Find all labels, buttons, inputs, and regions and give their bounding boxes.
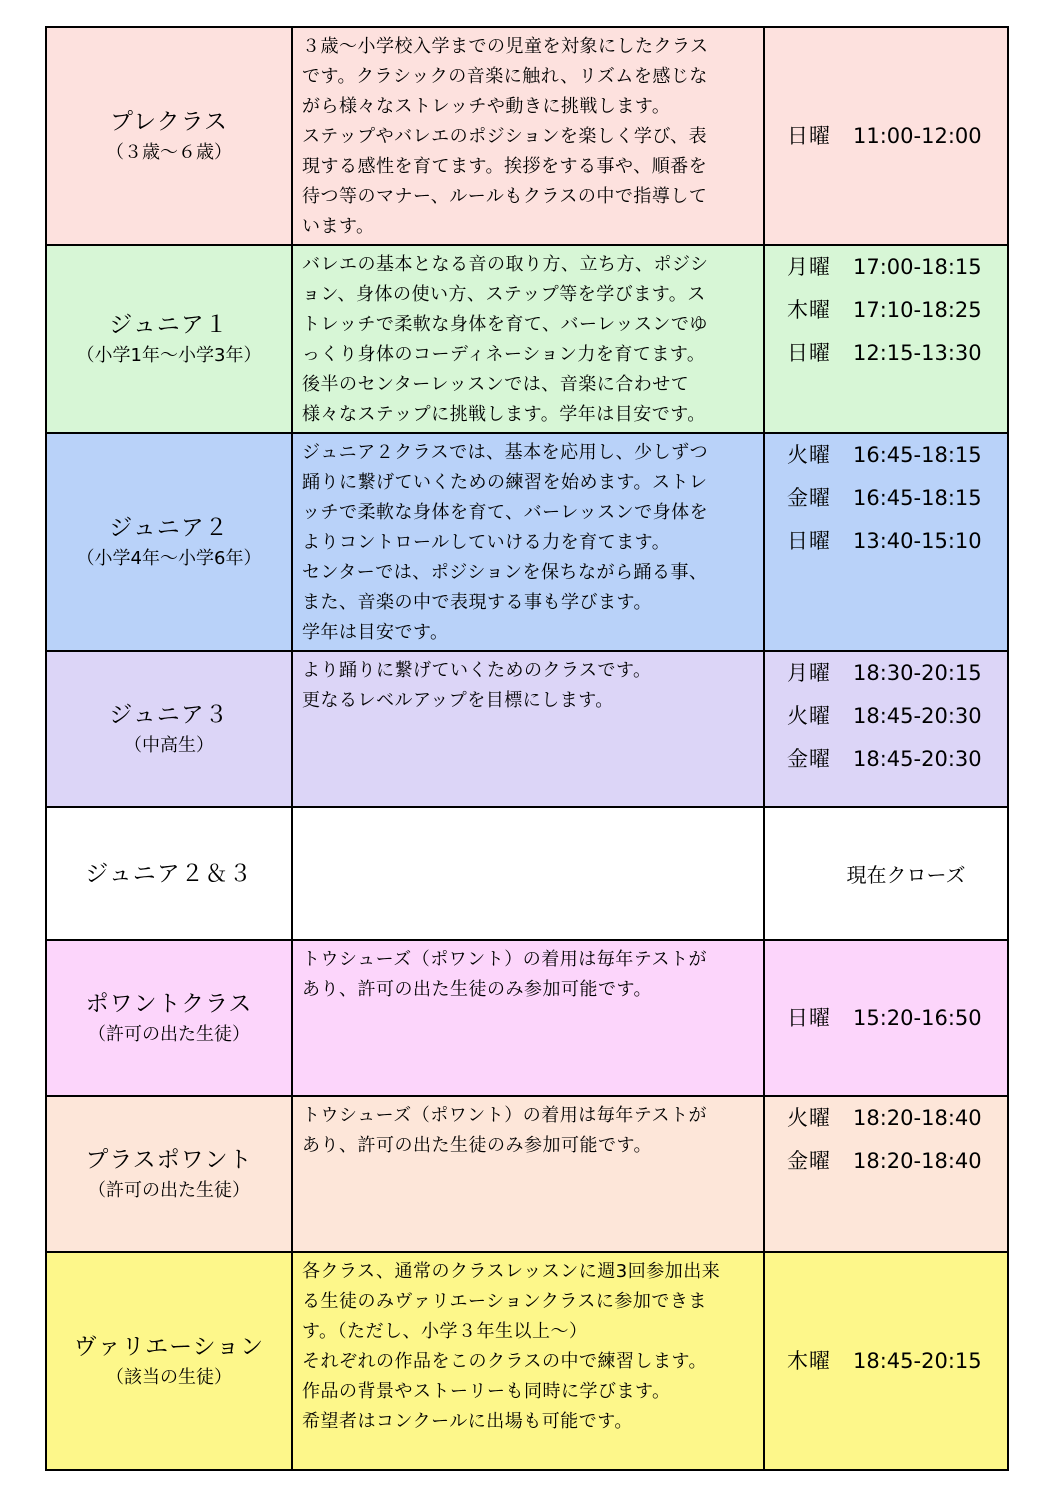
class-schedule-cell (764, 245, 1008, 433)
class-name-cell (46, 245, 292, 433)
schedule-slot (787, 246, 1007, 289)
class-age-range: （小学4年〜小学6年） (76, 548, 262, 569)
schedule-day: 月曜 (787, 255, 831, 279)
schedule-time: 18:45-20:30 (853, 747, 982, 771)
class-description: ３歳〜小学校入学までの児童を対象にしたクラス です。クラシックの音楽に触れ、リズムを感じな がら様々なストレッチや動きに挑戦します。 ステップやバレエのポジションを楽しく学び、表 現する感性を育てます。挨拶をする事や、順番を 待つ等のマナー、ルールもクラスの中で指導して います。 (302, 36, 709, 237)
schedule-day: 月曜 (787, 661, 831, 685)
class-row-pointe (46, 940, 1008, 1096)
schedule-day: 日曜 (787, 341, 831, 365)
schedule-slot (787, 1097, 1007, 1140)
class-description-cell (292, 1096, 764, 1252)
schedule-day: 木曜 (787, 1348, 831, 1373)
class-description-cell (292, 807, 764, 940)
class-name: ポワントクラス (85, 991, 253, 1017)
class-name-cell (46, 940, 292, 1096)
schedule-slot (787, 652, 1007, 695)
schedule-day: 金曜 (787, 747, 831, 771)
class-schedule-cell (764, 940, 1008, 1096)
class-description: トウシューズ（ポワント）の着用は毎年テストが あり、許可の出た生徒のみ参加可能です。 (302, 949, 708, 1000)
class-row-junior23 (46, 807, 1008, 940)
schedule-day: 火曜 (787, 443, 831, 467)
class-status: 現在クローズ (846, 863, 966, 887)
class-row-junior1 (46, 245, 1008, 433)
schedule-slot (787, 289, 1007, 332)
schedule-day: 金曜 (787, 486, 831, 510)
schedule-day: 木曜 (787, 298, 831, 322)
schedule-slot (787, 738, 1007, 781)
schedule-slot (787, 997, 1007, 1040)
schedule-time: 13:40-15:10 (853, 529, 982, 553)
schedule-time: 18:45-20:15 (853, 1348, 982, 1373)
class-name-cell (46, 651, 292, 807)
schedule-day: 火曜 (787, 1106, 831, 1130)
schedule-time: 12:15-13:30 (853, 341, 982, 365)
schedule-time: 18:30-20:15 (853, 661, 982, 685)
class-row-junior3 (46, 651, 1008, 807)
class-description: より踊りに繋げていくためのクラスです。 更なるレベルアップを目標にします。 (302, 660, 652, 711)
class-description-cell (292, 27, 764, 245)
class-description-cell (292, 1252, 764, 1470)
class-name-cell (46, 1096, 292, 1252)
schedule-day: 金曜 (787, 1149, 831, 1173)
schedule-slot (787, 477, 1007, 520)
class-description: トウシューズ（ポワント）の着用は毎年テストが あり、許可の出た生徒のみ参加可能です。 (302, 1105, 708, 1156)
class-name-cell (46, 433, 292, 651)
schedule-time: 16:45-18:15 (853, 443, 982, 467)
schedule-day: 日曜 (787, 529, 831, 553)
class-row-variation (46, 1252, 1008, 1470)
class-description: バレエの基本となる音の取り方、立ち方、ポジシ ョン、身体の使い方、ステップ等を学びます。ス トレッチで柔軟な身体を育て、バーレッスンでゆ っくり身体のコーディネーション力を育てます。 後半のセンターレッスンでは、音楽に合わせて 様々なステップに挑戦します。学年は目安です。 (302, 254, 709, 425)
class-name: ジュニア２ (109, 515, 229, 541)
class-description: ジュニア２クラスでは、基本を応用し、少しずつ 踊りに繋げていくための練習を始めます。ストレ ッチで柔軟な身体を育て、バーレッスンで身体を よりコントロールしていける力を育てます。 センターでは、ポジションを保ちながら踊る事、 また、音楽の中で表現する事も学びます。 学年は目安です。 (302, 442, 709, 643)
class-description: 各クラス、通常のクラスレッスンに週3回参加出来 る生徒のみヴァリエーションクラスに参加できま す。（ただし、小学３年生以上〜） それぞれの作品をこのクラスの中で練習します。 作品の背景やストーリーも同時に学びます。 希望者はコンクールに出場も可能です。 (302, 1261, 721, 1432)
class-description-cell (292, 433, 764, 651)
schedule-time: 18:20-18:40 (853, 1149, 982, 1173)
schedule-day: 日曜 (787, 123, 831, 148)
class-name: ヴァリエーション (73, 1334, 265, 1360)
class-age-range: （中高生） (124, 735, 214, 756)
schedule-slot (787, 434, 1007, 477)
class-name: ジュニア１ (109, 312, 229, 338)
class-row-pre (46, 27, 1008, 245)
class-schedule-table (45, 26, 1009, 1471)
class-row-plus-pointe (46, 1096, 1008, 1252)
schedule-slot (787, 332, 1007, 375)
schedule-time: 16:45-18:15 (853, 486, 982, 510)
class-age-range: （３歳〜６歳） (106, 142, 232, 163)
class-age-range: （小学1年〜小学3年） (76, 345, 262, 366)
schedule-time: 18:45-20:30 (853, 704, 982, 728)
class-description-cell (292, 245, 764, 433)
class-name: プラスポワント (85, 1147, 253, 1173)
schedule-slot (787, 1340, 1007, 1383)
class-schedule-cell (764, 27, 1008, 245)
class-schedule-cell (764, 433, 1008, 651)
class-name-cell (46, 27, 292, 245)
class-name: ジュニア３ (109, 702, 229, 728)
class-name-cell (46, 807, 292, 940)
class-schedule-cell (764, 1096, 1008, 1252)
schedule-time: 17:10-18:25 (853, 298, 982, 322)
schedule-slot (787, 520, 1007, 563)
schedule-day: 日曜 (787, 1005, 831, 1030)
schedule-time: 11:00-12:00 (853, 123, 982, 148)
class-name-cell (46, 1252, 292, 1470)
schedule-day: 火曜 (787, 704, 831, 728)
schedule-time: 17:00-18:15 (853, 255, 982, 279)
schedule-slot (787, 695, 1007, 738)
schedule-slot (787, 115, 1007, 158)
class-age-range: （許可の出た生徒） (88, 1180, 250, 1201)
class-schedule-cell (764, 651, 1008, 807)
class-row-junior2 (46, 433, 1008, 651)
class-schedule-cell (764, 807, 1008, 940)
class-description-cell (292, 651, 764, 807)
class-schedule-cell (764, 1252, 1008, 1470)
class-age-range: （許可の出た生徒） (88, 1024, 250, 1045)
schedule-time: 15:20-16:50 (853, 1005, 982, 1030)
schedule-slot (787, 1140, 1007, 1183)
schedule-time: 18:20-18:40 (853, 1106, 982, 1130)
class-age-range: （該当の生徒） (106, 1367, 232, 1388)
class-name: プレクラス (110, 109, 228, 135)
class-description-cell (292, 940, 764, 1096)
class-name: ジュニア２＆３ (85, 860, 253, 887)
